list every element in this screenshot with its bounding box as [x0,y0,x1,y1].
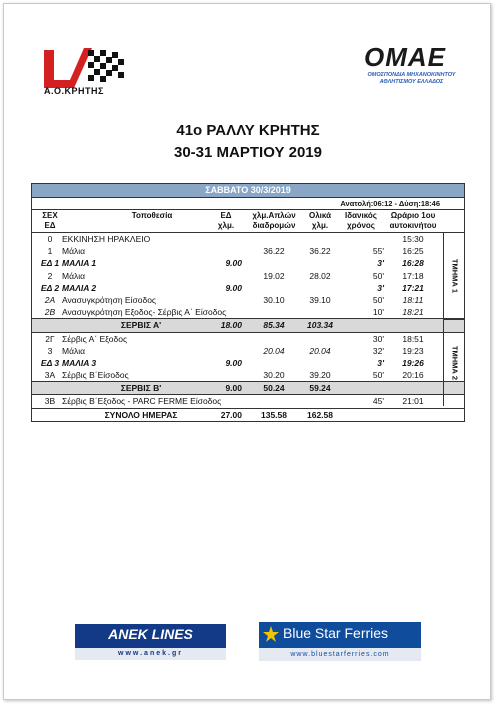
cell-time: 30' [372,333,384,344]
table-row [32,233,464,245]
cell-loc: Μάλια [62,246,86,257]
header-target-time: Ιδανικός χρόνος [345,211,377,230]
cell-first: 20:16 [402,370,424,381]
section-1-label [443,233,465,318]
section-2-label [443,319,465,405]
cell-ss: 9.00 [225,258,242,269]
cell-loc: Ανασυγκρότηση Εξοδος- Σέρβις Α΄ Είσοδος [62,307,227,318]
cell-first: 18:11 [402,294,424,305]
cell-tot: 20.04 [309,345,331,356]
cell-time: 50' [372,270,384,281]
cell-loc: Ανασυγκρότηση Είσοδος [62,294,157,305]
header-ss-km: ΕΔ χλμ. [217,211,235,230]
table-row [32,270,464,282]
omae-logo-title: ΟΜΑΕ [364,42,446,72]
header-first-car: Ωράριο 1ου αυτοκινήτου [389,211,437,230]
cell-no: 3 [47,345,53,356]
itinerary-rows [32,233,464,421]
cell-no: 1 [47,246,53,257]
table-row [32,357,464,369]
cell-link: 50.24 [263,383,285,394]
omae-logo [364,42,464,86]
table-row [32,381,464,394]
cell-no: 3Β [44,396,56,407]
star-icon [263,626,279,642]
cell-ss: 27.00 [220,409,242,420]
table-row [32,408,464,421]
blue-star-ferries-logo [259,622,421,661]
cell-no: 2Γ [45,333,55,344]
cell-first: 21:01 [402,396,424,407]
cell-time: 55' [372,246,384,257]
cell-first: 17:18 [402,270,424,281]
cell-first: 16:25 [402,246,424,257]
itinerary-table [31,183,465,422]
cell-link: 36.22 [263,246,285,257]
cell-time: 50' [372,294,384,305]
ao-kritis-logo-text: Α.Ο.ΚΡΗΤΗΣ [44,86,104,96]
cell-link: 30.10 [263,294,285,305]
cell-no: ΕΔ 3 [40,357,60,368]
omae-logo-subtitle-1: ΟΜΟΣΠΟΝΔΙΑ ΜΗΧΑΝΟΚΙΝΗΤΟΥ [367,72,456,78]
cell-tot: 162.58 [307,409,333,420]
cell-loc: ΣΕΡΒΙΣ Β' [120,383,162,394]
cell-no: 0 [47,234,53,244]
cell-loc: ΣΕΡΒΙΣ Α' [120,320,162,331]
cell-time: 3' [377,282,384,293]
cell-no: 2Β [44,307,56,318]
table-row [32,369,464,381]
table-row [32,318,464,331]
cell-time: 50' [372,370,384,381]
cell-loc: Σέρβις Β΄Είσοδος [62,370,129,381]
cell-first: 16:28 [402,258,424,269]
cell-loc: ΕΚΚΙΝΗΣΗ ΗΡΑΚΛΕΙΟ [62,234,151,244]
cell-ss: 9.00 [225,383,242,394]
cell-loc: Μάλια [62,345,86,356]
cell-first: 18:21 [402,307,424,318]
cell-time: 10' [372,307,384,318]
header-liaison-km: χλμ.Απλών διαδρομών [252,211,296,230]
column-headers [32,210,464,233]
day-header: ΣΑΒΒΑΤΟ 30/3/2019 [32,184,464,198]
cell-time: 32' [372,345,384,356]
anek-lines-url: www.anek.gr [75,648,226,660]
cell-link: 30.20 [263,370,285,381]
cell-first: 15:30 [402,234,424,244]
cell-tot: 39.10 [309,294,331,305]
cell-first: 19:23 [402,345,424,356]
cell-tot: 28.02 [309,270,331,281]
cell-time: 45' [372,396,384,407]
cell-no: ΕΔ 1 [40,258,60,269]
cell-tot: 59.24 [309,383,331,394]
header-total-km: Ολικά χλμ. [308,211,331,230]
cell-link: 20.04 [263,345,285,356]
anek-lines-logo [75,624,226,660]
cell-loc: Μάλια [62,270,86,281]
cell-loc: ΣΥΝΟΛΟ ΗΜΕΡΑΣ [104,409,178,420]
cell-link: 135.58 [261,409,287,420]
rally-dates: 30-31 ΜΑΡΤΙΟΥ 2019 [174,144,322,161]
cell-loc: ΜΑΛΙΑ 3 [62,357,97,368]
table-row [32,306,464,318]
cell-time: 3' [377,258,384,269]
cell-link: 19.02 [263,270,285,281]
cell-ss: 18.00 [220,320,242,331]
cell-first: 17:21 [402,282,424,293]
cell-time: 3' [377,357,384,368]
sunrise-sunset: Ανατολή:06:12 - Δύση:18:46 [32,198,464,210]
table-row [32,345,464,357]
cell-tot: 36.22 [309,246,331,257]
section-2-text: ΤΜΗΜΑ 2 [450,345,459,381]
cell-first: 18:51 [402,333,424,344]
cell-no: 2 [47,270,53,281]
table-row [32,332,464,345]
cell-loc: ΜΑΛΙΑ 2 [62,282,97,293]
table-row [32,257,464,269]
omae-logo-subtitle-2: ΑΘΛΗΤΙΣΜΟΥ ΕΛΛΑΔΟΣ [379,79,444,85]
header-tc-ss: ΣΕΧ ΕΔ [42,211,58,230]
cell-loc: Σέρβις Β΄Εξοδος - PARC FERME Είσοδος [62,396,222,407]
cell-link: 85.34 [263,320,285,331]
document-page [3,3,491,700]
blue-star-ferries-name: Blue Star Ferries [283,625,389,641]
blue-star-ferries-url: www.bluestarferries.com [259,648,421,661]
cell-tot: 103.34 [307,320,333,331]
cell-first: 19:26 [402,357,424,368]
table-row [32,294,464,306]
table-row [32,394,464,407]
rally-title: 41ο ΡΑΛΛΥ ΚΡΗΤΗΣ [176,122,320,139]
cell-no: 3Α [44,370,56,381]
cell-loc: ΜΑΛΙΑ 1 [62,258,97,269]
table-row [32,245,464,257]
header-location: Τοποθεσία [131,211,173,220]
cell-loc: Σέρβις Α΄ Εξοδος [62,333,128,344]
cell-tot: 39.20 [309,370,331,381]
cell-ss: 9.00 [225,282,242,293]
table-row [32,282,464,294]
cell-ss: 9.00 [225,357,242,368]
cell-no: ΕΔ 2 [40,282,60,293]
anek-lines-name: ANEK LINES [108,626,193,642]
cell-no: 2Α [44,294,56,305]
section-1-text: ΤΜΗΜΑ 1 [450,258,459,293]
